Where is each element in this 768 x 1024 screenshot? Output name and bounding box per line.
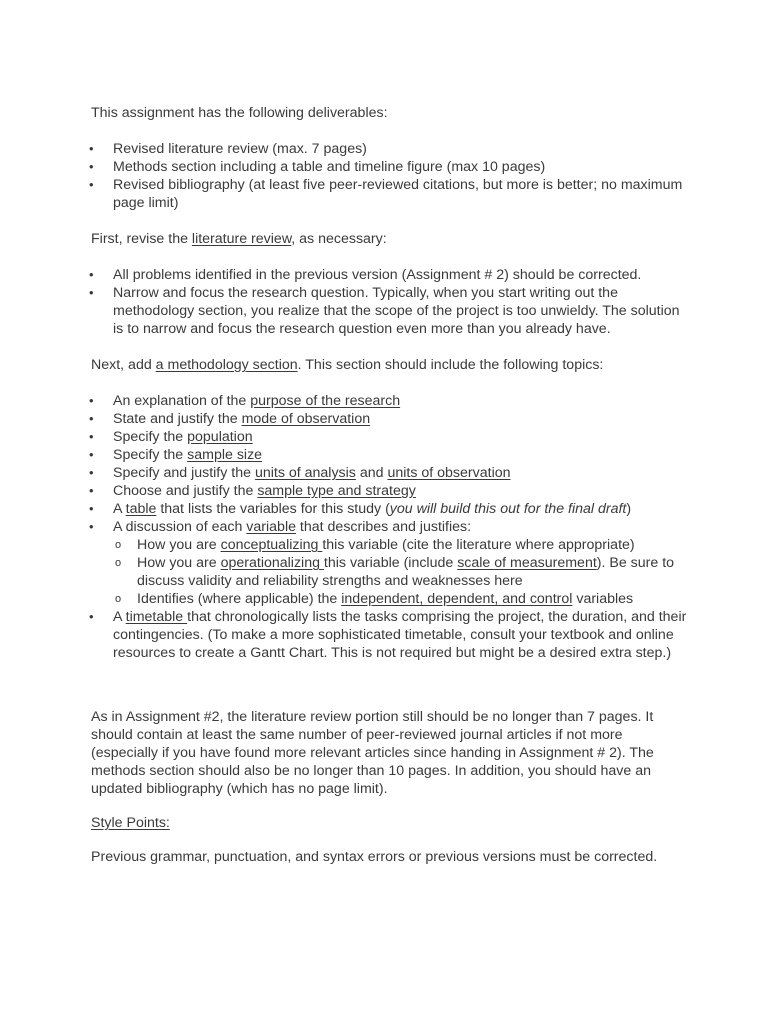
literature-review-term: literature review — [191, 231, 292, 247]
list-item: • Specify the sample size — [91, 446, 691, 464]
list-item: • Specify and justify the units of analysis and units of observation — [91, 464, 691, 482]
list-item: • Revised bibliography (at least five peer-reviewed citations, but more is better; no maximum page limit) — [91, 176, 691, 212]
variable-subtopics-list — [113, 536, 691, 608]
list-item: • A discussion of each variable that describes and justifies: o How you are conceptualizing this variable (cite the literature where appropriate) o How you are operationalizing this variable (include scale of measurement). Be sure to discuss validity and reliability strengths and weaknesses here o Identifies (where applicable) the independent, dependent, and control variables — [91, 518, 691, 608]
intro-paragraph: This assignment has the following deliverables: — [91, 105, 388, 121]
document-body — [91, 104, 691, 866]
deliverables-list — [91, 140, 691, 212]
style-points-heading: Style Points: — [91, 815, 170, 831]
list-item: • Specify the population — [91, 428, 691, 446]
list-item: • State and justify the mode of observation — [91, 410, 691, 428]
list-item: • Revised literature review (max. 7 pages) — [91, 140, 691, 158]
list-item: • A timetable that chronologically lists the tasks comprising the project, the duration, and their contingencies. (To make a more sophisticated timetable, consult your textbook and online resources to create a Gantt Chart. This is not required but might be a desired extra step.) — [91, 608, 691, 662]
revise-paragraph: First, revise the literature review, as necessary: — [91, 231, 387, 247]
list-item: • All problems identified in the previous version (Assignment # 2) should be corrected. — [91, 266, 691, 284]
list-item: • Narrow and focus the research question. Typically, when you start writing out the methodology section, you realize that the scope of the project is too unwieldy. The solution is to narrow and focus the research question even more than you already have. — [91, 284, 691, 338]
list-item: • A table that lists the variables for this study (you will build this out for the final draft) — [91, 500, 691, 518]
topics-list — [91, 392, 691, 662]
list-item: • Methods section including a table and timeline figure (max 10 pages) — [91, 158, 691, 176]
list-item: • Choose and justify the sample type and strategy — [91, 482, 691, 500]
sub-list-item: o Identifies (where applicable) the independent, dependent, and control variables — [113, 590, 691, 608]
list-item: • An explanation of the purpose of the research — [91, 392, 691, 410]
sub-list-item: o How you are conceptualizing this variable (cite the literature where appropriate) — [113, 536, 691, 554]
revise-list — [91, 266, 691, 338]
closing-paragraph: As in Assignment #2, the literature review portion still should be no longer than 7 pages. It should contain at least the same number of peer-reviewed journal articles if not more (especially if you have found more relevant articles since handing in Assignment # 2). The methods section should also be no longer than 10 pages. In addition, you should have an updated bibliography (which has no page limit). — [91, 709, 654, 797]
sub-list-item: o How you are operationalizing this variable (include scale of measurement). Be sure to discuss validity and reliability strengths and weaknesses here — [113, 554, 691, 590]
methodology-paragraph: Next, add a methodology section. This section should include the following topics: — [91, 357, 604, 373]
style-points-paragraph: Previous grammar, punctuation, and syntax errors or previous versions must be corrected. — [91, 849, 658, 865]
methodology-term: a methodology section — [155, 357, 298, 373]
